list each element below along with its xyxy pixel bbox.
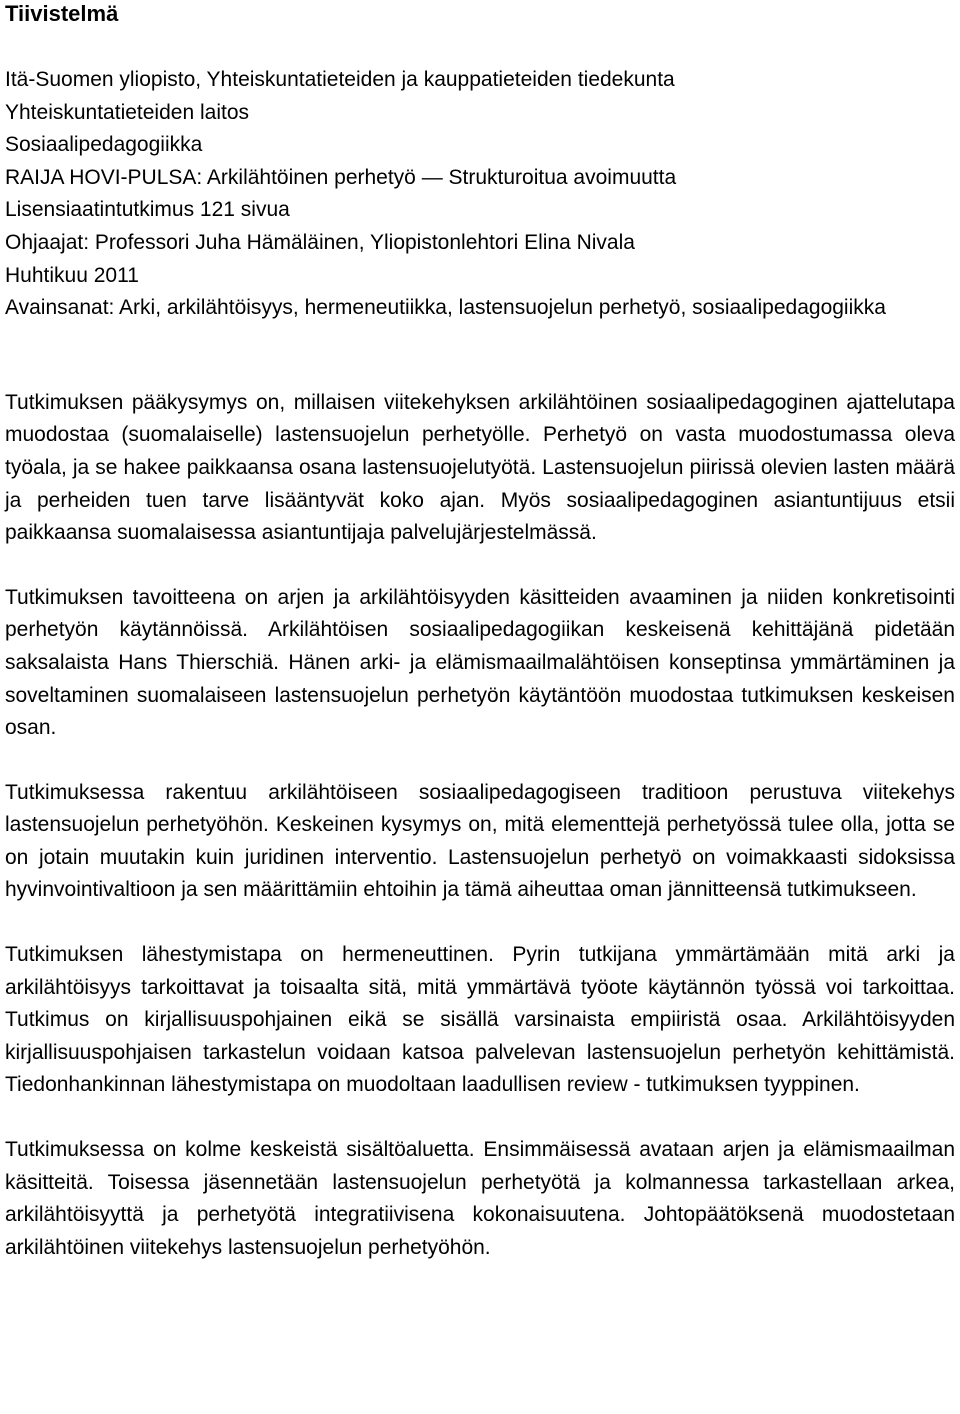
keywords-line: Avainsanat: Arki, arkilähtöisyys, hermeneutiikka, lastensuojelun perhetyö, sosiaalipedagogiikka: [5, 296, 886, 320]
thesis-metadata: [5, 64, 955, 325]
subject-line: Sosiaalipedagogiikka: [5, 133, 203, 157]
thesis-type-line: Lisensiaatintutkimus 121 sivua: [5, 198, 290, 222]
paragraph-objective: Tutkimuksen tavoitteena on arjen ja arkilähtöisyyden käsitteiden avaaminen ja niiden konkretisointi perhetyön käytännöissä. Arkilähtöisen sosiaalipedagogiikan keskeisenä kehittäjänä pidetään saksalaista Hans Thierschiä. Hänen arki- ja elämismaailmalähtöisen konseptinsa ymmärtäminen ja soveltaminen suomalaiseen lastensuojelun perhetyön käytäntöön muodostaa tutkimuksen keskeisen osan.: [5, 585, 955, 740]
paragraph-approach: Tutkimuksen lähestymistapa on hermeneuttinen. Pyrin tutkijana ymmärtämään mitä arki ja arkilähtöisyys tarkoittavat ja toisaalta sitä, mitä ymmärtävä työote käytännön työssä voi tarkoittaa. Tutkimus on kirjallisuuspohjainen eikä se sisällä varsinaista empiiristä osaa. Arkilähtöisyyden kirjallisuuspohjaisen tarkastelun voidaan katsoa palvelevan lastensuojelun perhetyön kehittämistä. Tiedonhankinnan lähestymistapa on muodoltaan laadullisen review - tutkimuksen tyyppinen.: [5, 943, 955, 1097]
date-line: Huhtikuu 2011: [5, 263, 139, 287]
document-page: [5, 0, 955, 1296]
page-title: Tiivistelmä: [5, 1, 119, 26]
paragraph-research-question: Tutkimuksen pääkysymys on, millaisen viitekehyksen arkilähtöinen sosiaalipedagoginen ajattelutapa muodostaa (suomalaiselle) lastensuojelun perhetyölle. Perhetyö on vasta muodostumassa oleva työala, ja se hakee paikkaansa osana lastensuojelutyötä. Lastensuojelun piirissä olevien lasten määrä ja perheiden tuen tarve lisääntyvät koko ajan. Myös sosiaalipedagoginen asiantuntijuus etsii paikkaansa suomalaisessa asiantuntijaja palvelujärjestelmässä.: [5, 390, 955, 545]
author-title-line: RAIJA HOVI-PULSA: Arkilähtöinen perhetyö ― Strukturoitua avoimuutta: [5, 165, 677, 189]
department-line: Yhteiskuntatieteiden laitos: [5, 100, 249, 124]
paragraph-framework: Tutkimuksessa rakentuu arkilähtöiseen sosiaalipedagogiseen traditioon perustuva viitekehys lastensuojelun perhetyöhön. Keskeinen kysymys on, mitä elementtejä perhetyössä tulee olla, jotta se on jotain muutakin kuin juridinen interventio. Lastensuojelun perhetyö on voimakkaasti sidoksissa hyvinvointivaltioon ja sen määrittämiin ehtoihin ja tämä aiheuttaa oman jännitteensä tutkimukseen.: [5, 780, 955, 902]
paragraph-content-areas: Tutkimuksessa on kolme keskeistä sisältöaluetta. Ensimmäisessä avataan arjen ja elämismaailman käsitteitä. Toisessa jäsennetään lastensuojelun perhetyötä ja kolmannessa tarkastellaan arkea, arkilähtöisyyttä ja perhetyötä integratiivisena kokonaisuutena. Johtopäätöksenä muodostetaan arkilähtöinen viitekehys lastensuojelun perhetyöhön.: [5, 1138, 955, 1259]
abstract-body: [5, 387, 955, 1265]
supervisors-line: Ohjaajat: Professori Juha Hämäläinen, Yliopistonlehtori Elina Nivala: [5, 230, 635, 254]
university-line: Itä-Suomen yliopisto, Yhteiskuntatieteiden ja kauppatieteiden tiedekunta: [5, 68, 675, 91]
